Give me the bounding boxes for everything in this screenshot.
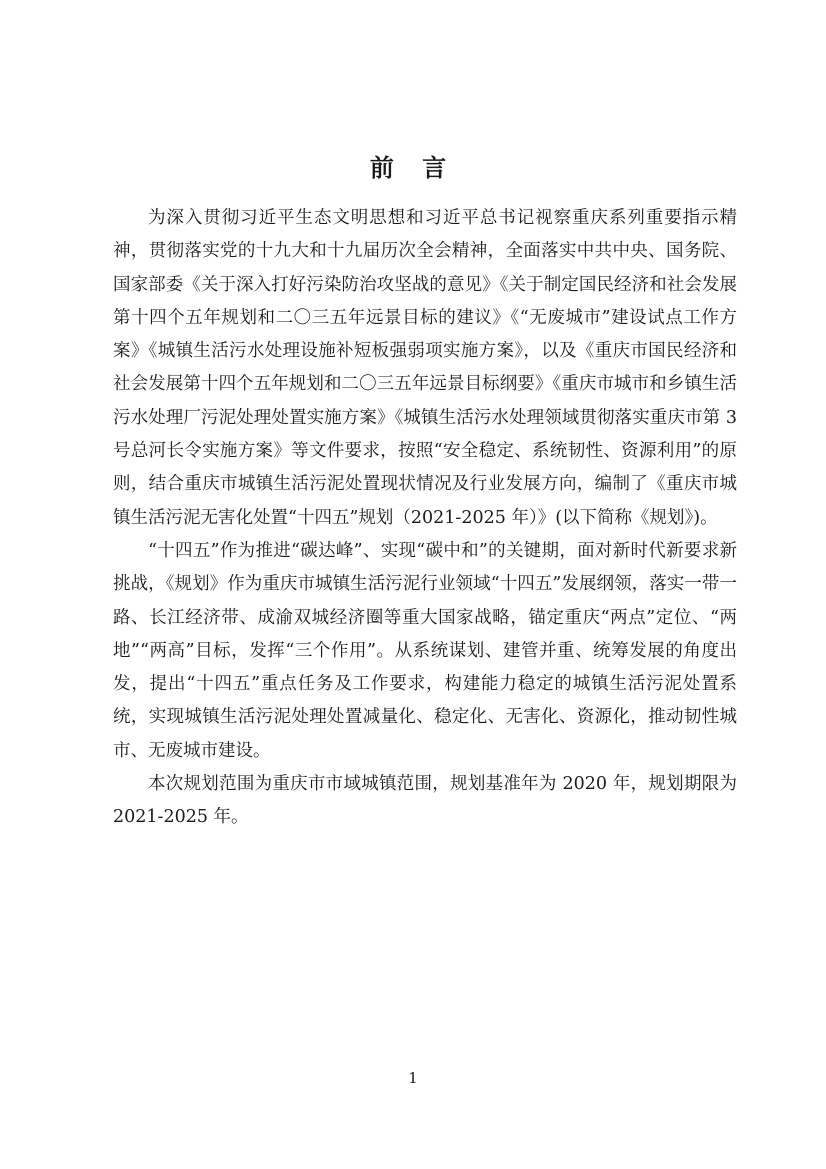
paragraph-1: 为深入贯彻习近平生态文明思想和习近平总书记视察重庆系列重要指示精神，贯彻落实党的十九大和十九届历次全会精神，全面落实中共中央、国务院、国家部委《关于深入打好污染防治攻坚战的意见》《关于制定国民经济和社会发展第十四个五年规划和二〇三五年远景目标的建议》《“无废城市”建设试点工作方案》《城镇生活污水处理设施补短板强弱项实施方案》，以及《重庆市国民经济和社会发展第十四个五年规划和二〇三五年远景目标纲要》《重庆市城市和乡镇生活污水处理厂污泥处理处置实施方案》《城镇生活污水处理领域贯彻落实重庆市第 3 号总河长令实施方案》等文件要求，按照“安全稳定、系统韧性、资源利用”的原则，结合重庆市城镇生活污泥处置现状情况及行业发展方向，编制了《重庆市城镇生活污泥无害化处置“十四五”规划（2021-2025 年）》(以下简称《规划》)。 bbox=[113, 208, 737, 528]
page-number: 1 bbox=[408, 1069, 418, 1087]
paragraph-2: “十四五”作为推进“碳达峰”、实现“碳中和”的关键期，面对新时代新要求新挑战，《规划》作为重庆市城镇生活污泥行业领域“十四五”发展纲领，落实一带一路、长江经济带、成渝双城经济圈等重大国家战略，锚定重庆“两点”定位、“两地”“两高”目标，发挥“三个作用”。从系统谋划、建管并重、统筹发展的角度出发，提出“十四五”重点任务及工作要求，构建能力稳定的城镇生活污泥处置系统，实现城镇生活污泥处理处置减量化、稳定化、无害化、资源化，推动韧性城市、无废城市建设。 bbox=[113, 540, 737, 761]
page-title: 前 言 bbox=[369, 153, 457, 182]
body-text bbox=[113, 202, 737, 835]
paragraph-3: 本次规划范围为重庆市市域城镇范围，规划基准年为 2020 年，规划期限为 2021-2025 年。 bbox=[113, 774, 737, 828]
